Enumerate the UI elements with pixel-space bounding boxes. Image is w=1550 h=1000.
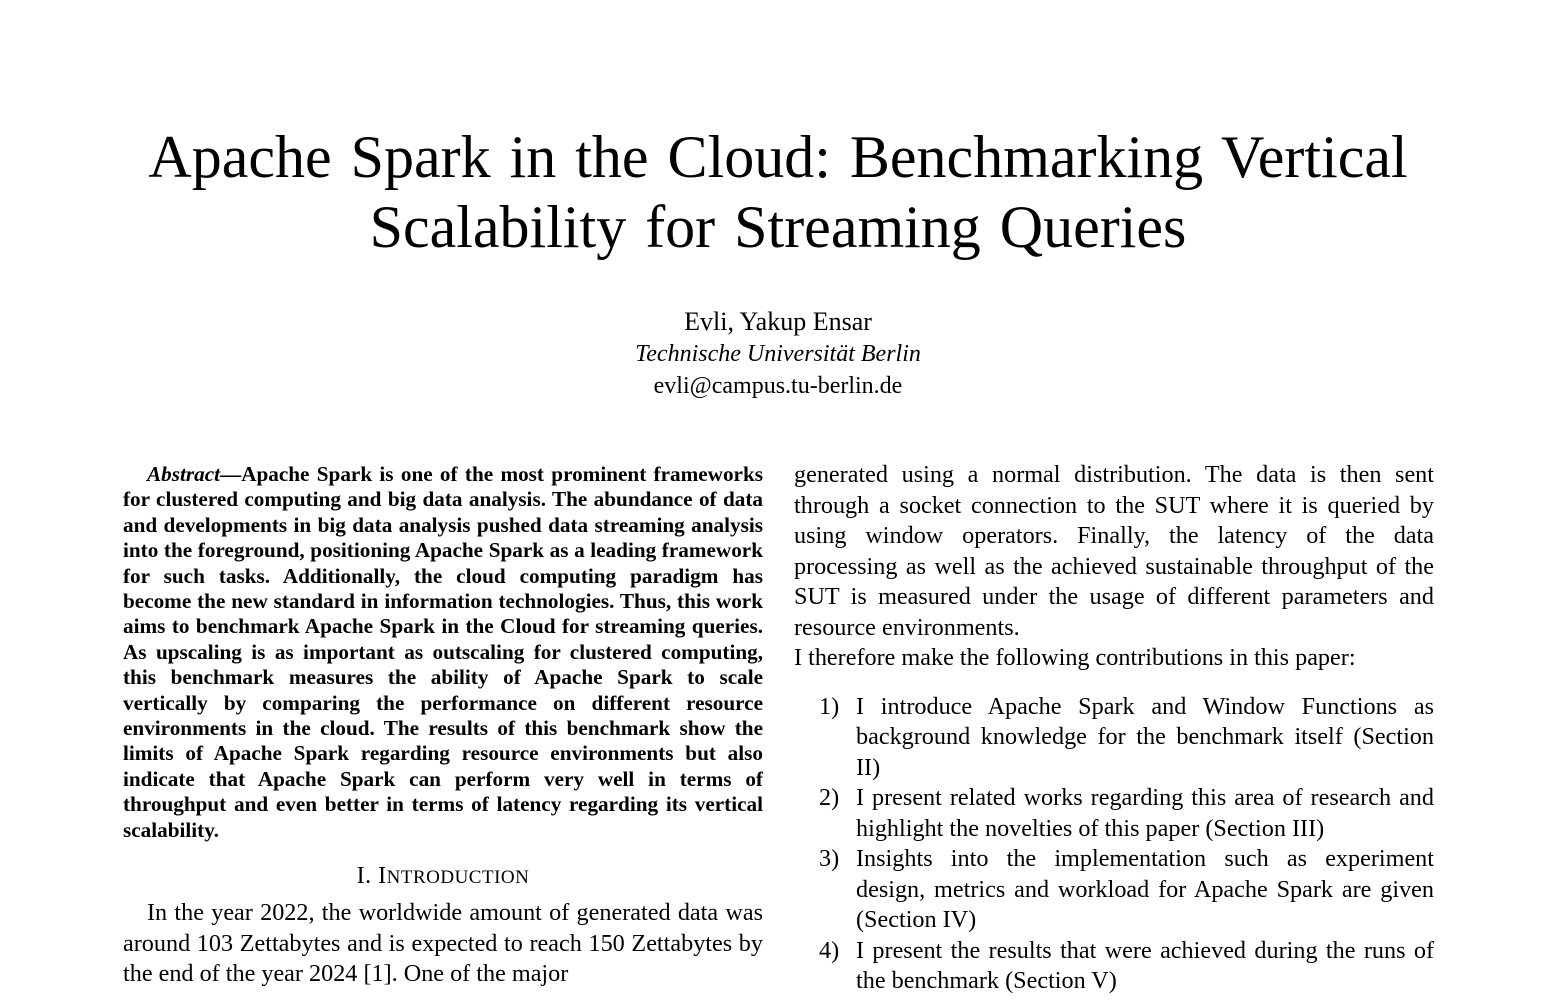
section-heading-introduction xyxy=(123,863,763,890)
list-item-number: 1) xyxy=(819,692,840,720)
abstract-label: Abstract xyxy=(147,462,220,486)
paper-title xyxy=(100,122,1456,262)
introduction-paragraph: In the year 2022, the worldwide amount of generated data was around 103 Zettabytes and is expected to reach 150 Zettabytes by the end of the year 2024 [1]. One of the major xyxy=(123,899,763,988)
title-line-1: Apache Spark in the Cloud: Benchmarking Vertical xyxy=(148,124,1408,190)
abstract-text: —Apache Spark is one of the most prominent frameworks for clustered computing and big data analysis. The abundance of data and developments in big data analysis pushed data streaming analysis into the foreground, positioning Apache Spark as a leading framework for such tasks. Additionally, the cloud computing paradigm has become the new standard in information technologies. Thus, this work aims to benchmark Apache Spark in the Cloud for streaming queries. As upscaling is as important as outscaling for clustered computing, this benchmark measures the ability of Apache Spark to scale vertically by comparing the performance on different resource environments in the cloud. The results of this benchmark show the limits of Apache Spark regarding resource environments but also indicate that Apache Spark can perform very well in terms of throughput and even better in terms of latency regarding its vertical scalability. xyxy=(123,462,763,842)
left-column xyxy=(123,462,763,990)
list-item xyxy=(794,936,1434,997)
title-line-2: Scalability for Streaming Queries xyxy=(369,194,1187,260)
section-title-first-letter: I xyxy=(378,863,387,890)
contributions-intro: I therefore make the following contributions in this paper: xyxy=(794,644,1356,671)
abstract xyxy=(123,462,763,843)
list-item-text: I present the results that were achieved during the runs of the benchmark (Section V) xyxy=(856,936,1434,994)
author-name: Evli, Yakup Ensar xyxy=(684,307,872,336)
list-item-text: I introduce Apache Spark and Window Functions as background knowledge for the benchmark itself (Section II) xyxy=(856,692,1434,781)
contributions-list xyxy=(794,692,1434,997)
author-affiliation: Technische Universität Berlin xyxy=(635,341,921,367)
list-item-text: I present related works regarding this area of research and highlight the novelties of this paper (Section III) xyxy=(856,784,1434,842)
section-numeral: I. xyxy=(356,863,372,890)
list-item xyxy=(794,692,1434,784)
right-column-paragraph: generated using a normal distribution. The data is then sent through a socket connection to the SUT where it is queried by using window operators. Finally, the latency of the data processing as well as the achieved sustainable throughput of the SUT is measured under the usage of different parameters and resource environments. xyxy=(794,461,1434,641)
list-item xyxy=(794,844,1434,936)
list-item-number: 4) xyxy=(819,936,840,964)
list-item-text: Insights into the implementation such as experiment design, metrics and workload for Apache Spark are given (Section IV) xyxy=(856,845,1434,933)
list-item-number: 3) xyxy=(819,845,840,872)
right-column xyxy=(794,460,1434,997)
list-item xyxy=(794,783,1434,844)
section-title-rest: NTRODUCTION xyxy=(386,867,530,889)
author-email: evli@campus.tu-berlin.de xyxy=(653,373,903,399)
list-item-number: 2) xyxy=(819,784,840,811)
